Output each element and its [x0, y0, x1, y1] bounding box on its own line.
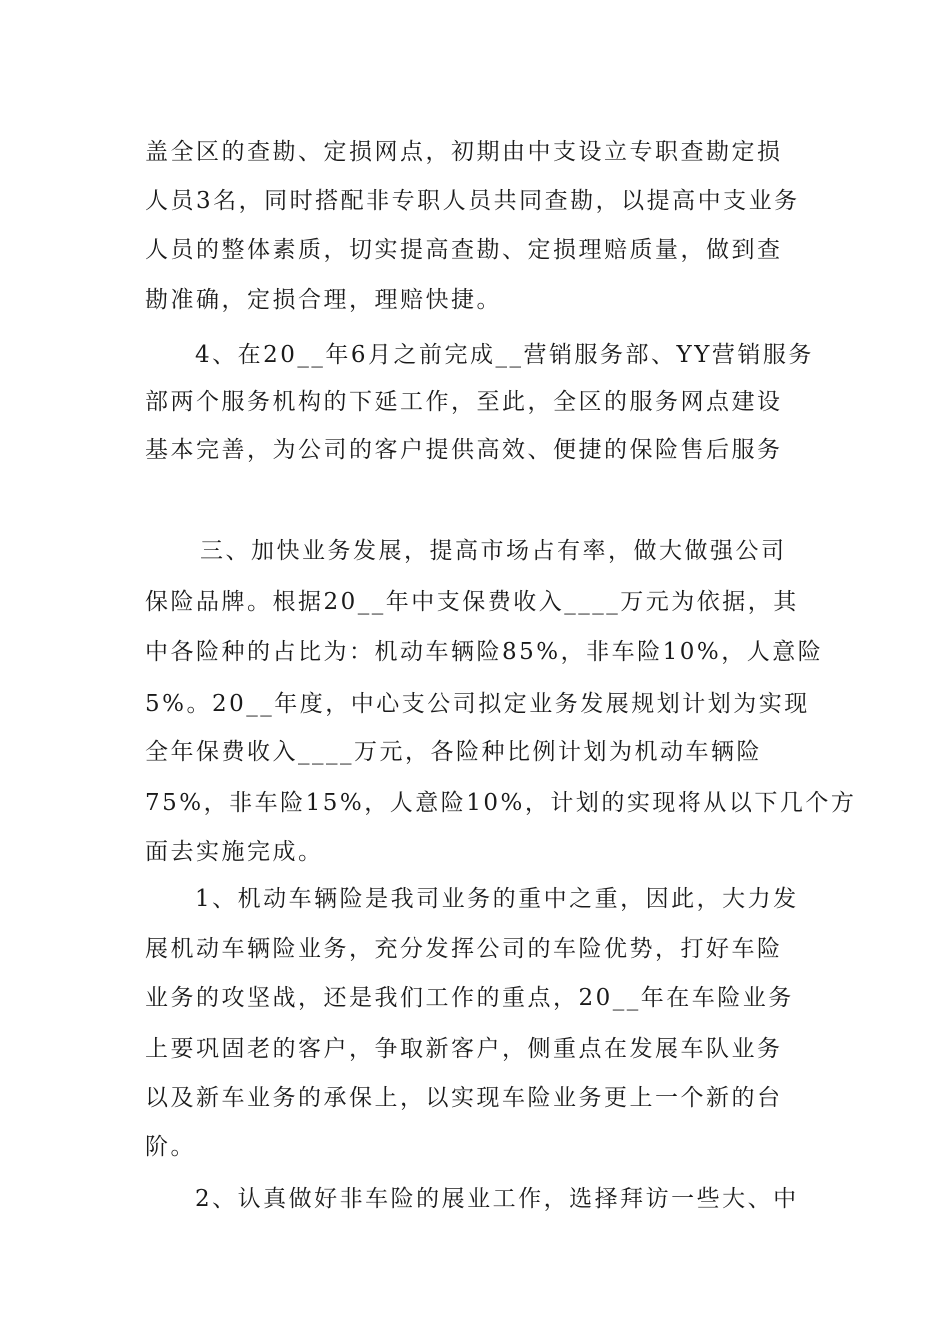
text-line: 2、认真做好非车险的展业工作，选择拜访一些大、中 — [195, 1186, 799, 1212]
text-line: 中各险种的占比为：机动车辆险85%，非车险10%，人意险 — [145, 639, 824, 665]
text-line: 勘准确，定损合理，理赔快捷。 — [145, 287, 502, 313]
text-line: 上要巩固老的客户，争取新客户，侧重点在发展车队业务 — [145, 1036, 783, 1062]
text-line: 4、在20__年6月之前完成__营销服务部、YY营销服务 — [195, 342, 814, 368]
text-line: 面去实施完成。 — [145, 839, 324, 865]
text-line: 人员3名，同时搭配非专职人员共同查勘，以提高中支业务 — [145, 188, 800, 214]
text-line: 阶。 — [145, 1134, 196, 1160]
text-line: 业务的攻坚战，还是我们工作的重点，20__年在车险业务 — [145, 985, 794, 1011]
section-heading-line: 三、加快业务发展，提高市场占有率，做大做强公司 — [200, 538, 787, 564]
text-line: 以及新车业务的承保上，以实现车险业务更上一个新的台 — [145, 1085, 783, 1111]
text-line: 部两个服务机构的下延工作，至此，全区的服务网点建设 — [145, 389, 783, 415]
text-line: 1、机动车辆险是我司业务的重中之重，因此，大力发 — [195, 886, 799, 912]
text-line: 展机动车辆险业务，充分发挥公司的车险优势，打好车险 — [145, 936, 783, 962]
text-line: 5%。20__年度，中心支公司拟定业务发展规划计划为实现 — [145, 691, 810, 717]
text-line: 保险品牌。根据20__年中支保费收入____万元为依据，其 — [145, 589, 799, 615]
text-line: 75%，非车险15%，人意险10%，计划的实现将从以下几个方 — [145, 790, 857, 816]
text-line: 人员的整体素质，切实提高查勘、定损理赔质量，做到查 — [145, 237, 783, 263]
text-line: 全年保费收入____万元，各险种比例计划为机动车辆险 — [145, 739, 762, 765]
text-line: 盖全区的查勘、定损网点，初期由中支设立专职查勘定损 — [145, 139, 783, 165]
text-line: 基本完善，为公司的客户提供高效、便捷的保险售后服务 — [145, 437, 783, 463]
